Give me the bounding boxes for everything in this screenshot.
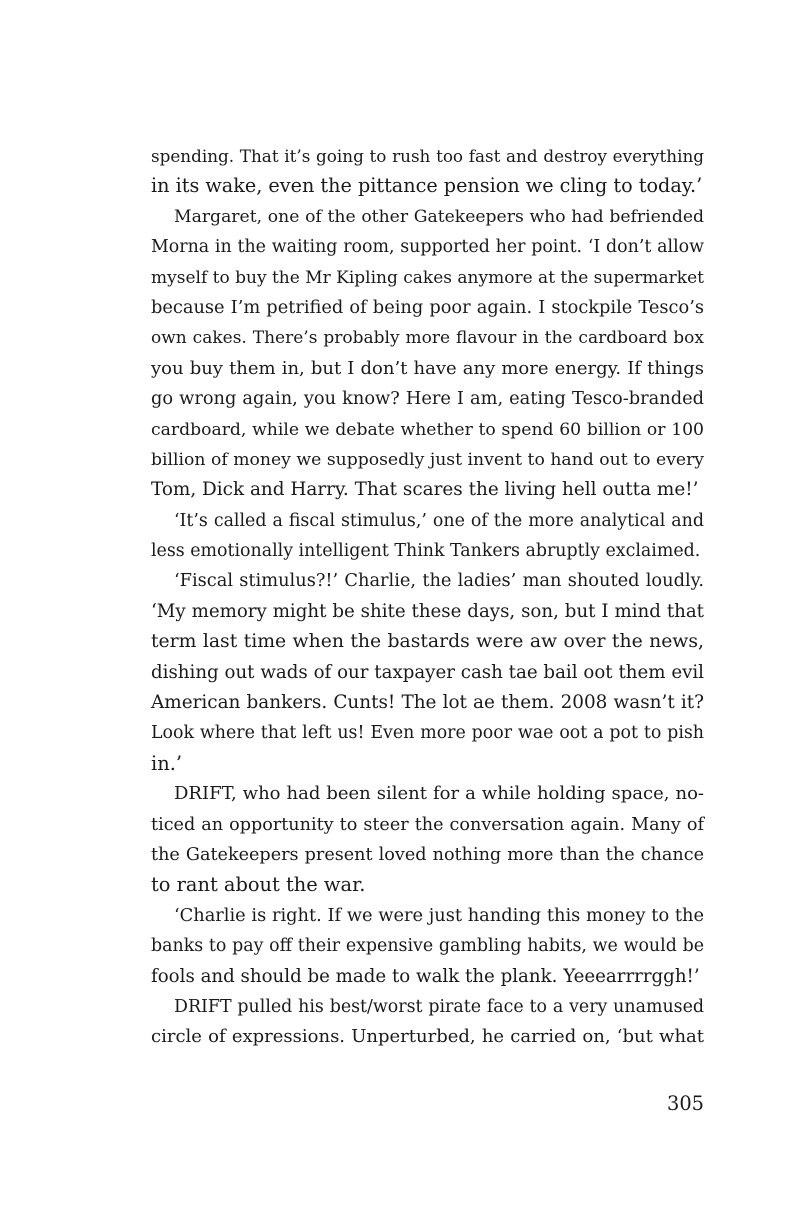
text-line: own cakes. There’s probably more flavour in the cardboard box xyxy=(151,328,704,349)
text-line: to rant about the war. xyxy=(151,873,366,897)
text-line: myself to buy the Mr Kipling cakes anymore at the supermarket xyxy=(151,267,704,288)
text-line: ‘My memory might be shite these days, son, but I mind that xyxy=(151,600,704,622)
text-line: American bankers. Cunts! The lot ae them. 2008 wasn’t it? xyxy=(151,692,704,714)
text-line: dishing out wads of our taxpayer cash tae bail oot them evil xyxy=(151,661,704,683)
text-line: because I’m petrified of being poor again. I stockpile Tesco’s xyxy=(151,296,704,318)
text-line: cardboard, while we debate whether to spend 60 billion or 100 xyxy=(151,419,704,440)
text-line: in its wake, even the pittance pension we cling to today.’ xyxy=(151,174,703,198)
text-line: term last time when the bastards were aw over the news, xyxy=(151,631,704,653)
text-line: you buy them in, but I don’t have any more energy. If things xyxy=(151,357,704,379)
text-line: banks to pay off their expensive gambling habits, we would be xyxy=(151,936,704,957)
body-text xyxy=(151,141,704,1053)
text-line: ticed an opportunity to steer the conversation again. Many of xyxy=(151,814,704,835)
text-line: ‘Fiscal stimulus?!’ Charlie, the ladies’ man shouted loudly. xyxy=(174,570,704,592)
text-line: ‘Charlie is right. If we were just handing this money to the xyxy=(174,904,704,926)
text-line: Morna in the waiting room, supported her point. ‘I don’t allow xyxy=(151,237,704,258)
text-line: go wrong again, you know? Here I am, eating Tesco-branded xyxy=(151,388,704,410)
text-line: less emotionally intelligent Think Tankers abruptly exclaimed. xyxy=(151,541,701,562)
text-line: Margaret, one of the other Gatekeepers who had befriended xyxy=(174,206,704,227)
text-line: billion of money we supposedly just invent to hand out to every xyxy=(151,449,704,470)
text-line: in.’ xyxy=(151,751,183,775)
text-line: DRIFT, who had been silent for a while holding space, no- xyxy=(174,783,704,805)
text-line: ‘It’s called a fiscal stimulus,’ one of the more analytical and xyxy=(174,510,704,531)
text-line: the Gatekeepers present loved nothing more than the chance xyxy=(151,844,704,865)
text-line: Tom, Dick and Harry. That scares the living hell outta me!’ xyxy=(151,479,699,501)
text-line: circle of expressions. Unperturbed, he carried on, ‘but what xyxy=(151,1026,704,1048)
text-line: Look where that left us! Even more poor wae oot a pot to pish xyxy=(151,723,704,744)
text-line: DRIFT pulled his best/worst pirate face to a very unamused xyxy=(174,996,704,1017)
text-line: spending. That it’s going to rush too fast and destroy everything xyxy=(151,146,704,166)
page-number: 305 xyxy=(666,1092,704,1115)
text-line: fools and should be made to walk the plank. Yeeearrrrggh!’ xyxy=(151,965,700,987)
